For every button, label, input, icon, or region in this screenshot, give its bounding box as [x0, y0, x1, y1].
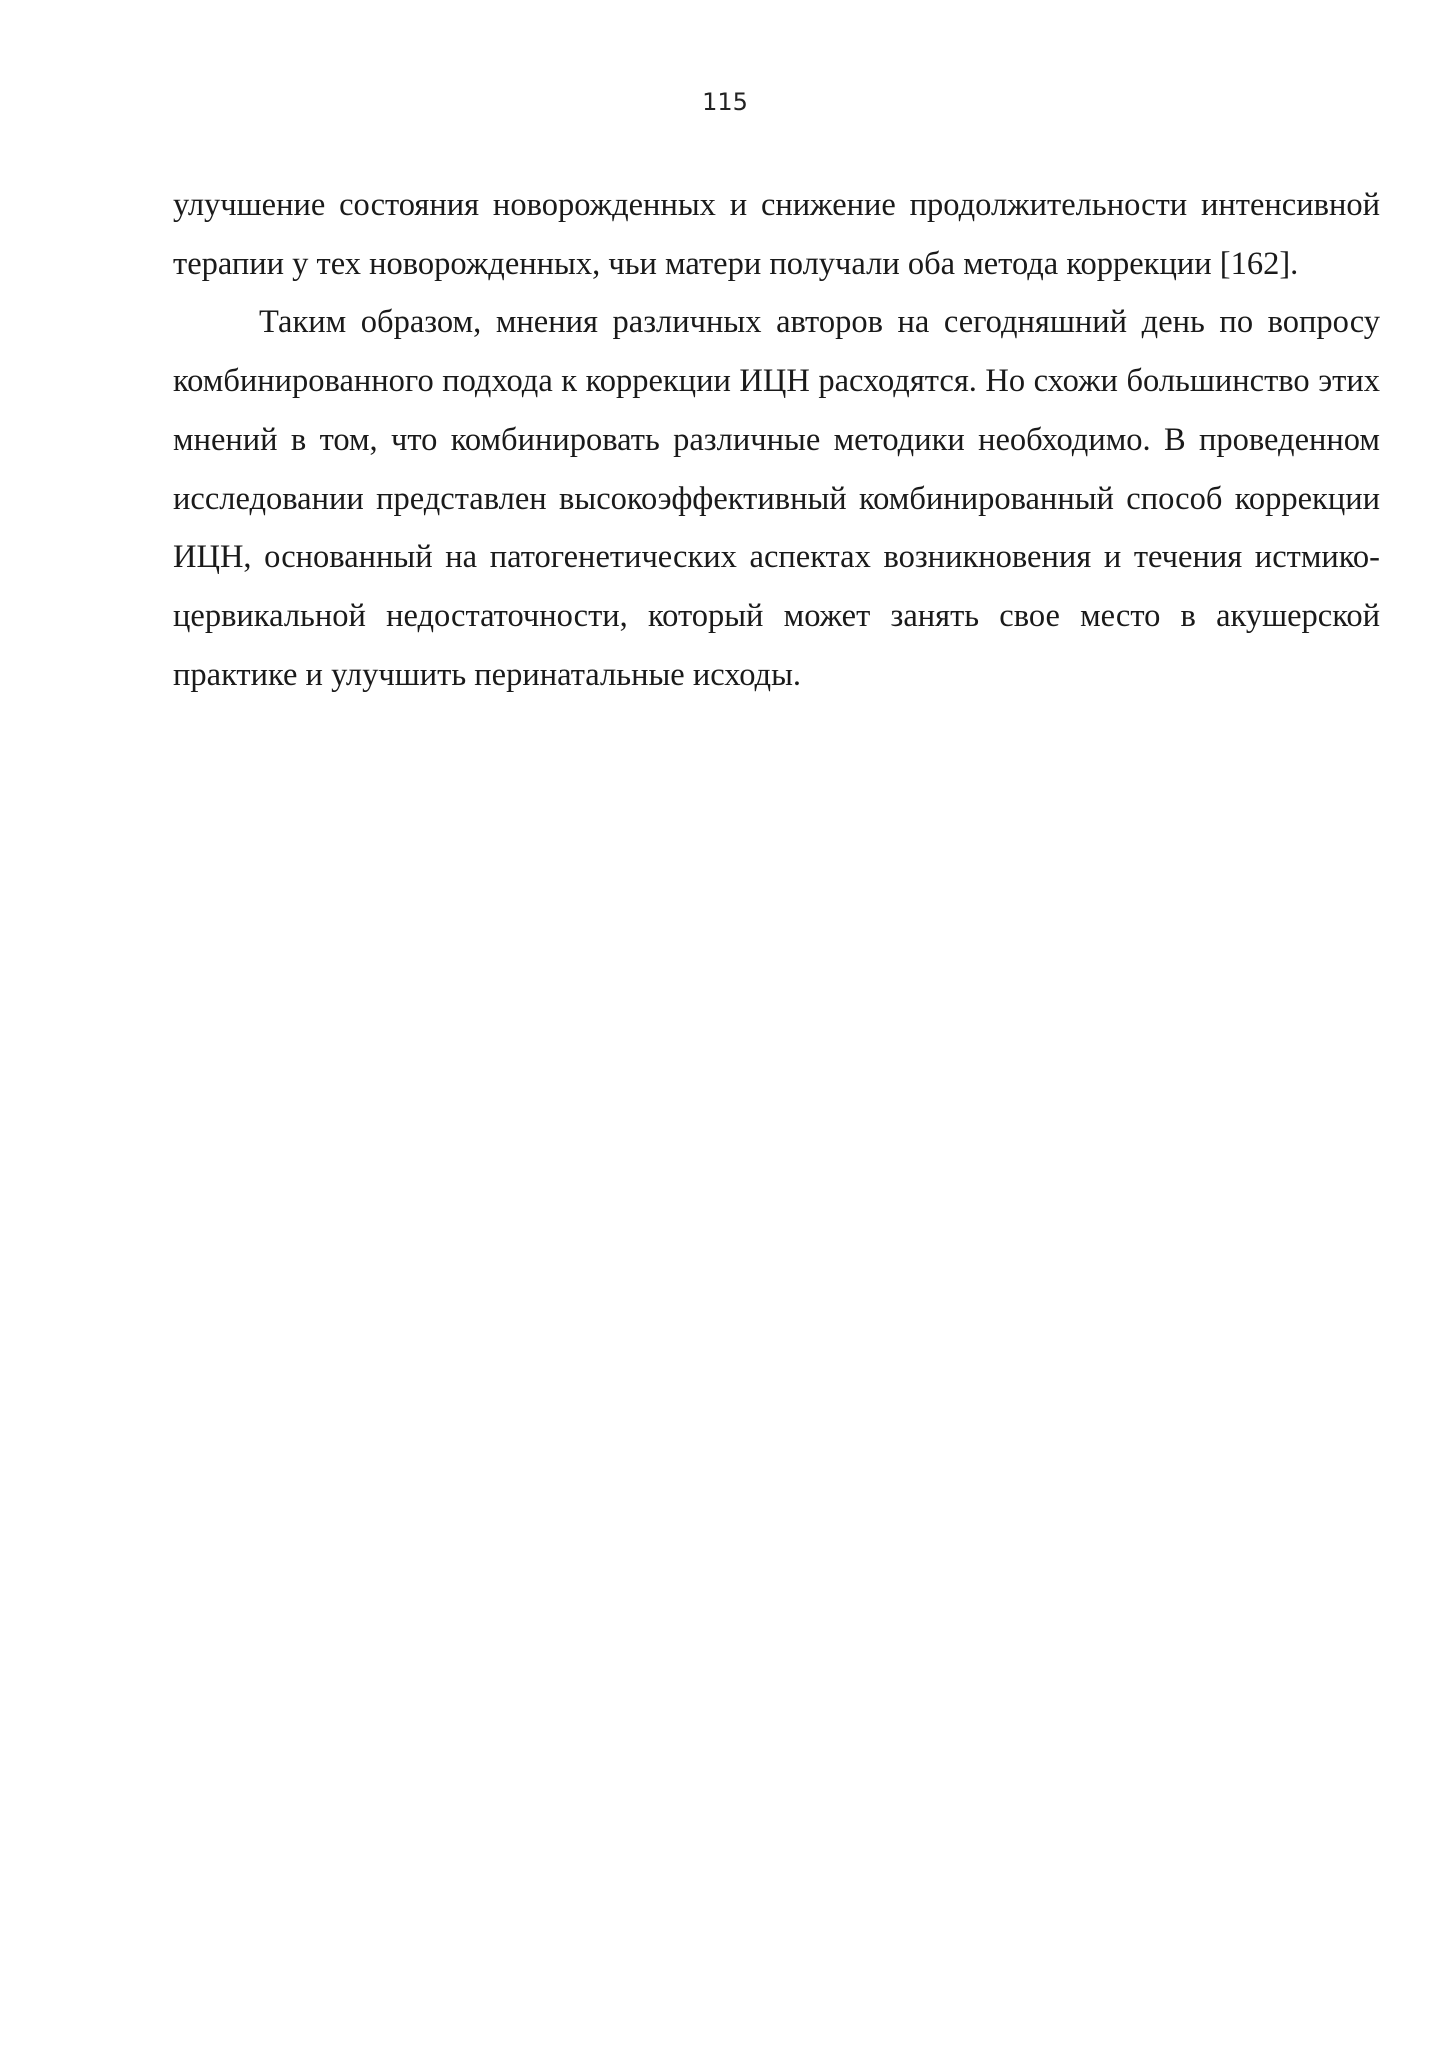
- body-text: [173, 176, 1380, 704]
- paragraph-conclusion: Таким образом, мнения различных авторов на сегодняшний день по вопросу комбинированного подхода к коррекции ИЦН расходятся. Но схожи большинство этих мнений в том, что комбинировать различные методики необходимо. В проведенном исследовании представлен высокоэффективный комбинированный способ коррекции ИЦН, основанный на патогенетических аспектах возникновения и течения истмико-цервикальной недостаточности, который может занять свое место в акушерской практике и улучшить перинатальные исходы.: [173, 304, 1380, 693]
- page-number: 115: [702, 88, 748, 116]
- paragraph-continuation: улучшение состояния новорожденных и снижение продолжительности интенсивной терапии у тех новорожденных, чьи матери получали оба метода коррекции [162].: [173, 187, 1380, 282]
